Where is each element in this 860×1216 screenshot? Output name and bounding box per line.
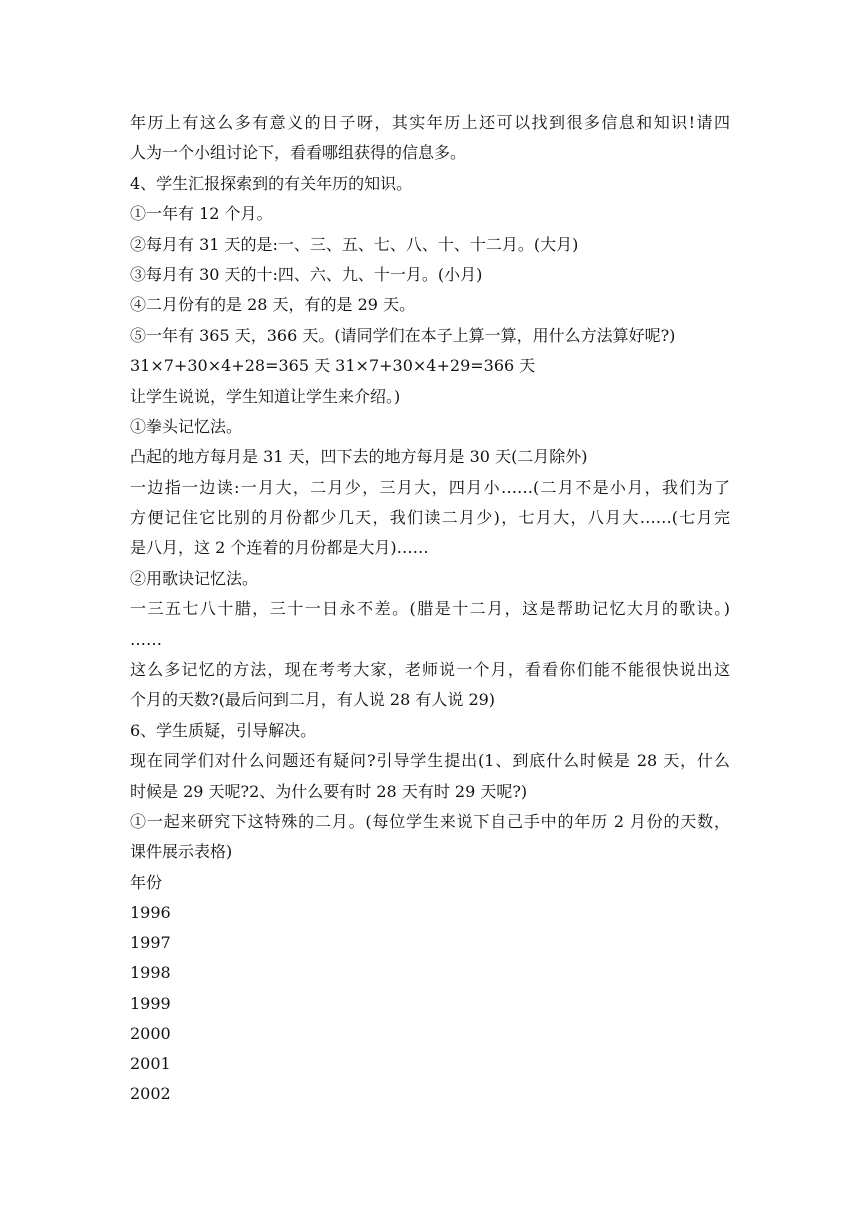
paragraph-line: 这么多记忆的方法，现在考考大家，老师说一个月，看看你们能不能很快说出这 xyxy=(130,660,730,680)
year-table xyxy=(130,868,730,1110)
list-item: ①拳头记忆法。 xyxy=(130,416,243,436)
paragraph-line: 人为一个小组讨论下，看看哪组获得的信息多。 xyxy=(130,143,467,163)
formula-line: 31×7+30×4+28=365 天 31×7+30×4+29=366 天 xyxy=(130,356,536,376)
paragraph-line: 凸起的地方每月是 31 天，凹下去的地方每月是 30 天(二月除外) xyxy=(130,447,588,467)
paragraph-line: 让学生说说，学生知道让学生来介绍。) xyxy=(130,386,401,406)
table-row: 1998 xyxy=(130,963,171,983)
paragraph-line: 一边指一边读:一月大，二月少，三月大，四月小……(二月不是小月，我们为了 xyxy=(130,477,730,497)
paragraph-line: 个月的天数?(最后问到二月，有人说 28 有人说 29) xyxy=(130,690,496,710)
section-heading: 6、学生质疑，引导解决。 xyxy=(130,720,317,740)
paragraph-line: 现在同学们对什么问题还有疑问?引导学生提出(1、到底什么时候是 28 天，什么 xyxy=(130,751,730,771)
list-item: ②用歌诀记忆法。 xyxy=(130,568,259,588)
section-heading: 4、学生汇报探索到的有关年历的知识。 xyxy=(130,173,413,193)
paragraph-line: 时候是 29 天呢?2、为什么要有时 28 天有时 29 天呢?) xyxy=(130,781,528,801)
paragraph-line: 方便记住它比别的月份都少几天，我们读二月少)，七月大，八月大……(七月完 xyxy=(130,508,730,528)
paragraph-line: 课件展示表格) xyxy=(130,842,233,862)
table-row: 2000 xyxy=(130,1023,171,1043)
list-item: ①一年有 12 个月。 xyxy=(130,204,273,224)
table-row: 1996 xyxy=(130,902,171,922)
paragraph-line: ①一起来研究下这特殊的二月。(每位学生来说下自己手中的年历 2 月份的天数， xyxy=(130,811,730,831)
table-header: 年份 xyxy=(130,872,163,892)
list-item: ④二月份有的是 28 天，有的是 29 天。 xyxy=(130,295,416,315)
paragraph-line: 是八月，这 2 个连着的月份都是大月)…… xyxy=(130,538,429,558)
table-row: 1997 xyxy=(130,933,171,953)
list-item: ⑤一年有 365 天，366 天。(请同学们在本子上算一算，用什么方法算好呢?) xyxy=(130,325,676,345)
document-body xyxy=(130,108,730,1109)
paragraph-line: 一三五七八十腊，三十一日永不差。(腊是十二月，这是帮助记忆大月的歌诀。) xyxy=(130,599,730,619)
table-row: 2002 xyxy=(130,1084,171,1104)
table-row: 2001 xyxy=(130,1053,171,1073)
paragraph-line: …… xyxy=(130,629,162,649)
list-item: ②每月有 31 天的是:一、三、五、七、八、十、十二月。(大月) xyxy=(130,234,579,254)
list-item: ③每月有 30 天的十:四、六、九、十一月。(小月) xyxy=(130,264,483,284)
paragraph-line: 年历上有这么多有意义的日子呀，其实年历上还可以找到很多信息和知识!请四 xyxy=(130,113,730,132)
table-row: 1999 xyxy=(130,993,171,1013)
